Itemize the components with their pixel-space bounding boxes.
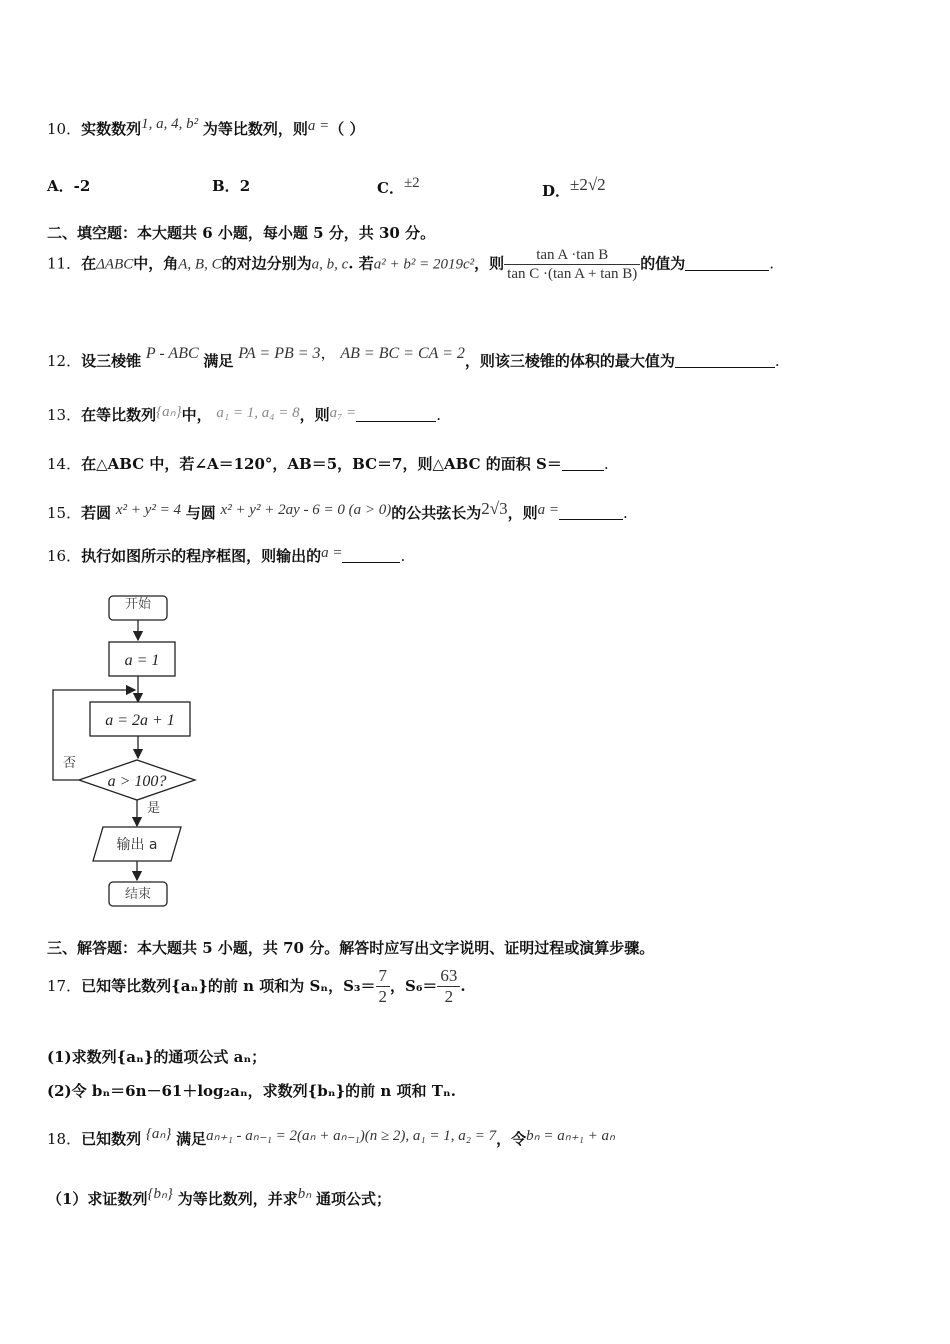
answer-blank[interactable] bbox=[562, 456, 604, 471]
text: 的对边分别为 bbox=[221, 254, 312, 273]
question-17 bbox=[47, 966, 466, 1008]
program-flowchart bbox=[45, 590, 205, 910]
yes-label: 是 bbox=[147, 801, 161, 816]
answer-blank[interactable] bbox=[559, 505, 623, 520]
text: 若圆 bbox=[81, 504, 112, 522]
section-heading-fill-in: 二、填空题：本大题共 6 小题，每小题 5 分，共 30 分。 bbox=[47, 224, 436, 242]
question-17-part-1: (1)求数列{aₙ}的通项公式 aₙ； bbox=[47, 1048, 267, 1066]
option-b bbox=[212, 175, 250, 196]
question-12 bbox=[47, 342, 780, 371]
option-label: D． bbox=[542, 182, 571, 200]
no-label: 否 bbox=[63, 756, 77, 771]
fraction-denominator: tan C ·(tan A + tan B) bbox=[507, 266, 638, 282]
option-label: C． bbox=[377, 179, 404, 197]
question-18 bbox=[47, 1124, 615, 1149]
text: 满足 bbox=[203, 352, 234, 370]
question-11 bbox=[47, 246, 774, 283]
fraction-numerator: 7 bbox=[378, 966, 387, 985]
text: ，则该三棱锥的体积的最大值为 bbox=[464, 352, 675, 370]
math-expression: a₇ = bbox=[329, 405, 357, 421]
question-17-part-2: (2)令 bₙ＝6n－61＋log₂aₙ，求数列{bₙ}的前 n 项和 Tₙ. bbox=[47, 1082, 456, 1100]
option-value: 2 bbox=[239, 177, 251, 195]
fraction-numerator: 63 bbox=[440, 966, 458, 985]
end-label: 结束 bbox=[124, 887, 152, 902]
math-expression: a = bbox=[321, 545, 343, 561]
math-expression: a = bbox=[537, 502, 559, 518]
text: . 若 bbox=[348, 254, 374, 273]
fraction-numerator: tan A ·tan B bbox=[504, 246, 640, 265]
output-label: 输出 a bbox=[116, 837, 158, 853]
fraction bbox=[504, 246, 640, 283]
text: 已知数列 bbox=[81, 1130, 142, 1148]
math-expression: AB = BC = CA = 2 bbox=[340, 345, 465, 362]
text: 为等比数列，并求 bbox=[177, 1190, 298, 1208]
answer-blank[interactable] bbox=[685, 256, 769, 271]
math-expression: x² + y² + 2ay - 6 = 0 (a > 0) bbox=[220, 502, 392, 518]
text: 已知等比数列{aₙ}的前 n 项和为 Sₙ，S₃＝ bbox=[81, 976, 376, 995]
text: 中， bbox=[181, 406, 212, 424]
text: （1）求证数列 bbox=[47, 1190, 148, 1208]
math-expression: a² + b² = 2019c² bbox=[373, 256, 475, 273]
math-expression: a, b, c bbox=[311, 256, 349, 273]
text: 的公共弦长为 bbox=[391, 504, 482, 522]
question-15 bbox=[47, 499, 628, 523]
text: ，则 bbox=[299, 406, 330, 424]
text: 在 bbox=[81, 254, 97, 273]
text: 中，角 bbox=[133, 254, 179, 273]
text: 为等比数列，则 bbox=[202, 120, 308, 138]
question-number: 12． bbox=[47, 352, 82, 370]
section-heading-solutions: 三、解答题：本大题共 5 小题，共 70 分。解答时应写出文字说明、证明过程或演算步骤。 bbox=[47, 939, 655, 957]
answer-blank[interactable] bbox=[342, 548, 400, 563]
question-number: 17． bbox=[47, 976, 82, 995]
text: ， bbox=[320, 344, 336, 362]
text: . bbox=[603, 455, 609, 473]
question-number: 16． bbox=[47, 547, 82, 565]
math-expression: A, B, C bbox=[178, 256, 222, 273]
text: 的值为 bbox=[640, 254, 686, 273]
math-expression: ΔABC bbox=[96, 256, 134, 273]
option-label: A． bbox=[47, 177, 74, 195]
fraction bbox=[437, 966, 460, 1008]
math-expression: {bₙ} bbox=[147, 1186, 173, 1202]
question-18-part-1 bbox=[47, 1184, 391, 1209]
math-expression: PA = PB = 3 bbox=[238, 345, 321, 362]
text: . bbox=[436, 406, 441, 424]
question-16 bbox=[47, 545, 405, 566]
text: 执行如图所示的程序框图，则输出的 bbox=[81, 547, 322, 565]
text: . bbox=[769, 254, 775, 273]
question-number: 14． bbox=[47, 455, 82, 473]
question-14 bbox=[47, 453, 609, 474]
text: 满足 bbox=[176, 1130, 207, 1148]
text: ，S₆＝ bbox=[390, 976, 438, 995]
text: ，则 bbox=[507, 504, 538, 522]
question-number: 11． bbox=[47, 254, 82, 273]
question-number: 18． bbox=[47, 1130, 82, 1148]
fraction bbox=[376, 966, 391, 1008]
text: . bbox=[460, 976, 466, 995]
text: 通项公式； bbox=[316, 1190, 392, 1208]
text: . bbox=[774, 352, 780, 370]
text: 在△ABC 中，若∠A＝120°，AB＝5，BC＝7，则△ABC 的面积 S＝ bbox=[81, 455, 562, 473]
math-expression: {aₙ} bbox=[156, 404, 182, 420]
text: ，则 bbox=[474, 254, 505, 273]
text: ，令 bbox=[496, 1130, 527, 1148]
assign-label: a = 2a + 1 bbox=[105, 712, 175, 729]
option-c bbox=[377, 175, 420, 198]
option-value: -2 bbox=[73, 177, 91, 195]
option-value: ±2 bbox=[403, 175, 420, 191]
text: （ ） bbox=[329, 120, 365, 138]
question-number: 15． bbox=[47, 504, 82, 522]
math-expression: bₙ bbox=[297, 1186, 312, 1202]
math-expression: a₁ = 1, a₄ = 8 bbox=[216, 405, 300, 421]
text: 实数数列 bbox=[81, 120, 142, 138]
answer-blank[interactable] bbox=[356, 407, 436, 422]
answer-blank[interactable] bbox=[675, 353, 775, 368]
option-d bbox=[542, 175, 606, 201]
math-expression: 2√3 bbox=[481, 499, 508, 518]
start-label: 开始 bbox=[124, 597, 152, 612]
text: 在等比数列 bbox=[81, 406, 157, 424]
question-13 bbox=[47, 402, 441, 425]
option-value: ±2√2 bbox=[570, 175, 606, 194]
math-expression: aₙ₊₁ - aₙ₋₁ = 2(aₙ + aₙ₋₁)(n ≥ 2), a₁ = 1, a₂ = 7 bbox=[206, 1128, 497, 1144]
option-label: B． bbox=[212, 177, 240, 195]
question-10 bbox=[47, 116, 365, 139]
question-number: 13． bbox=[47, 406, 82, 424]
math-expression: bₙ = aₙ₊₁ + aₙ bbox=[526, 1128, 615, 1144]
text: . bbox=[400, 547, 406, 565]
option-a bbox=[47, 175, 90, 196]
text: . bbox=[622, 504, 628, 522]
math-expression: a = bbox=[307, 118, 330, 134]
fraction-denominator: 2 bbox=[437, 986, 460, 1007]
math-expression: P - ABC bbox=[145, 345, 199, 362]
init-label: a = 1 bbox=[124, 652, 160, 669]
question-number: 10． bbox=[47, 120, 82, 138]
text: 与圆 bbox=[185, 504, 216, 522]
math-expression: 1, a, 4, b² bbox=[141, 116, 199, 132]
fraction-denominator: 2 bbox=[376, 986, 391, 1007]
condition-label: a > 100? bbox=[107, 773, 167, 790]
math-expression: {aₙ} bbox=[145, 1126, 172, 1142]
math-expression: x² + y² = 4 bbox=[115, 502, 181, 518]
text: 设三棱锥 bbox=[81, 352, 142, 370]
